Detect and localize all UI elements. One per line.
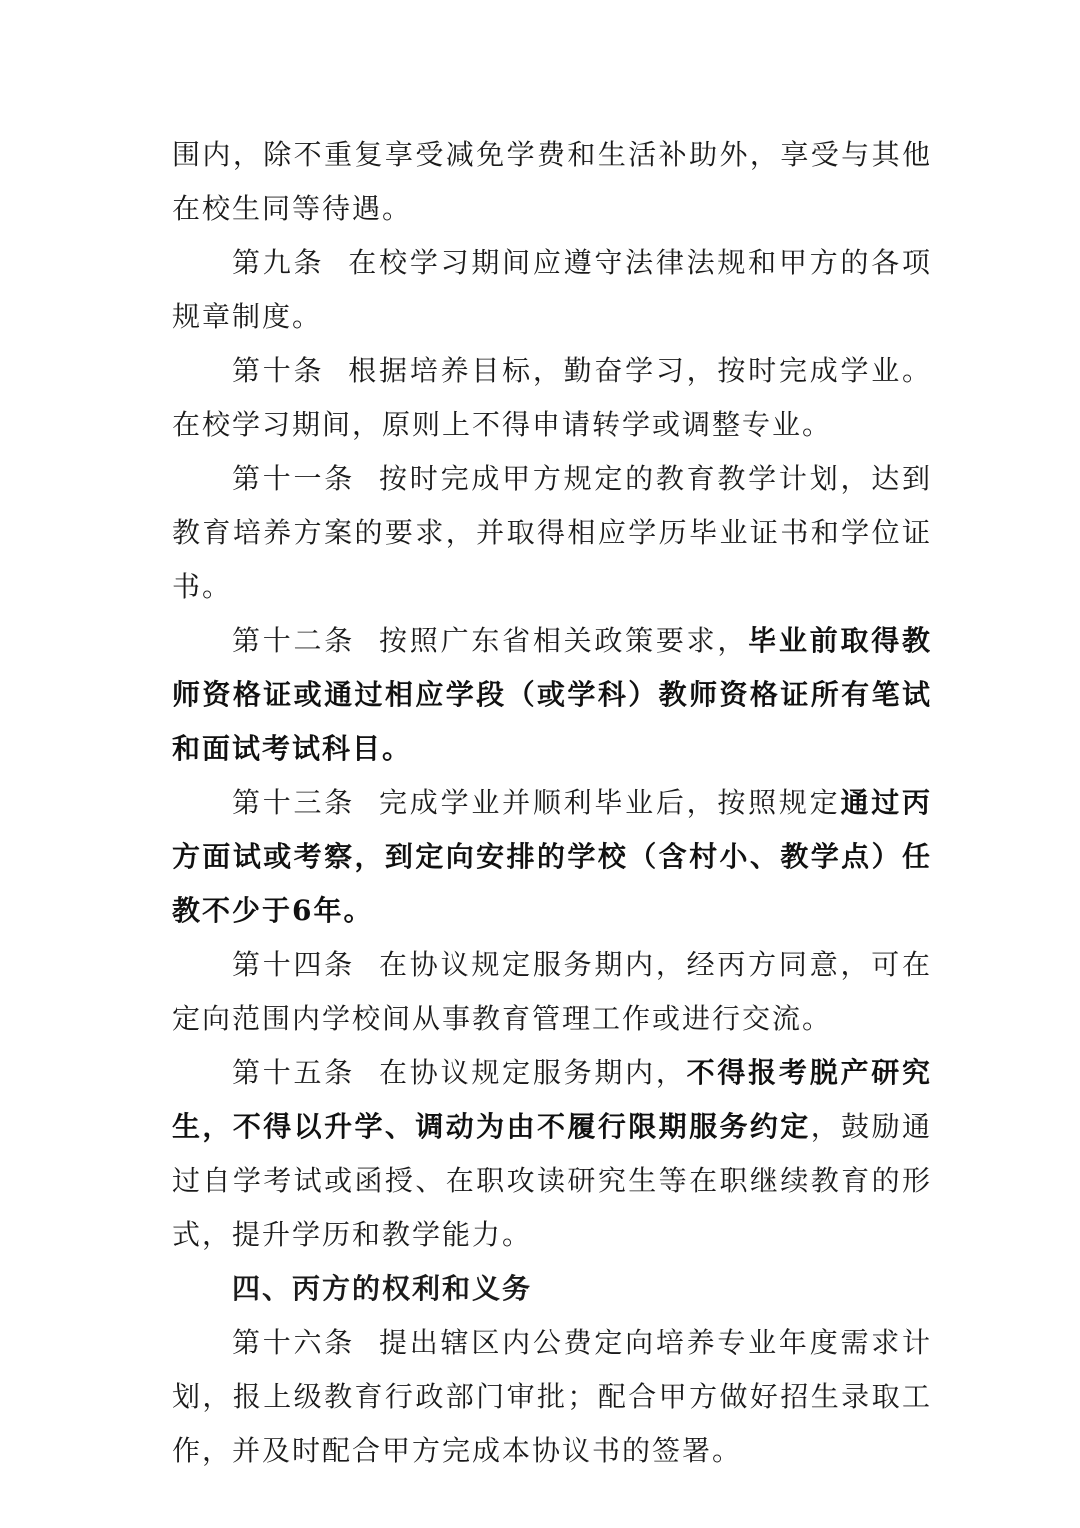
article-bold-text: 通过丙方面试或考察，到定向安排的学校（含村小、教学点）任教不少于6年。	[172, 786, 932, 927]
article-label: 第十条	[232, 354, 325, 387]
article-text: 根据培养目标，勤奋学习，按时完成学业。在校学习期间，原则上不得申请转学或调整专业。	[172, 354, 932, 441]
article-11	[172, 452, 932, 614]
article-label: 第十五条	[232, 1056, 356, 1089]
article-12	[172, 614, 932, 776]
section-heading: 四、丙方的权利和义务	[232, 1272, 533, 1305]
article-bold-text: 不得报考脱产研究生，不得以升学、调动为由不履行限期服务约定	[172, 1056, 932, 1143]
article-label: 第十二条	[232, 624, 356, 657]
article-text: 在校学习期间应遵守法律法规和甲方的各项规章制度。	[172, 246, 932, 333]
article-9	[172, 236, 932, 344]
article-label: 第十四条	[232, 948, 356, 981]
article-10	[172, 344, 932, 452]
article-14	[172, 938, 932, 1046]
article-label: 第九条	[232, 246, 325, 279]
article-15	[172, 1046, 932, 1262]
article-bold-text: 毕业前取得教师资格证或通过相应学段（或学科）教师资格证所有笔试和面试考试科目。	[172, 624, 932, 765]
article-text: 在协议规定服务期内，经丙方同意，可在定向范围内学校间从事教育管理工作或进行交流。	[172, 948, 932, 1035]
article-text: 完成学业并顺利毕业后，按照规定	[379, 786, 841, 819]
article-label: 第十六条	[232, 1326, 356, 1359]
paragraph-text: 围内，除不重复享受减免学费和生活补助外，享受与其他在校生同等待遇。	[172, 138, 932, 225]
document-body	[172, 128, 932, 1478]
article-label: 第十一条	[232, 462, 356, 495]
article-text: 在协议规定服务期内，	[379, 1056, 687, 1089]
article-label: 第十三条	[232, 786, 356, 819]
article-13	[172, 776, 932, 938]
article-text: 按时完成甲方规定的教育教学计划，达到教育培养方案的要求，并取得相应学历毕业证书和学位证书。	[172, 462, 932, 603]
article-text-continued: ，鼓励通过自学考试或函授、在职攻读研究生等在职继续教育的形式，提升学历和教学能力。	[172, 1110, 932, 1251]
article-text: 按照广东省相关政策要求，	[379, 624, 749, 657]
paragraph-continuation	[172, 128, 932, 236]
article-text: 提出辖区内公费定向培养专业年度需求计划，报上级教育行政部门审批；配合甲方做好招生录取工作，并及时配合甲方完成本协议书的签署。	[172, 1326, 932, 1467]
article-16	[172, 1316, 932, 1478]
